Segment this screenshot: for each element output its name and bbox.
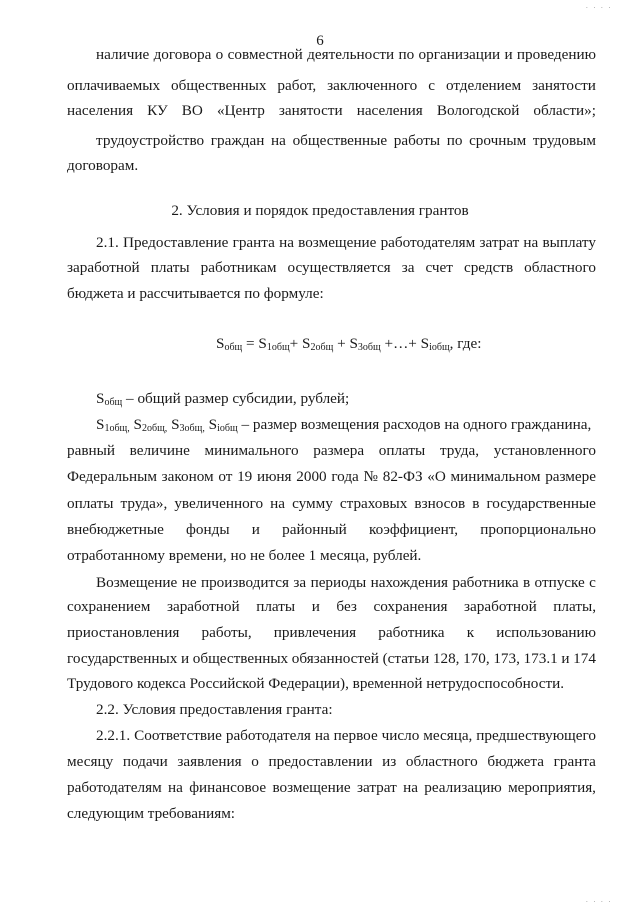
word: Предоставление [122,234,229,251]
word: 173, [493,650,520,667]
word: величине [129,442,190,459]
text-line: бюджета и рассчитывается по формуле: [67,285,324,302]
text-line [96,131,596,151]
word: внебюджетные [67,521,164,538]
word: 2.2.1. [96,727,131,744]
text-line [67,258,596,278]
word: пропорционально [480,521,596,538]
text-line [96,45,596,65]
word: число [381,727,420,744]
word: за [401,259,415,276]
word: гранта [232,234,275,251]
word: сохранения [373,598,448,615]
word: и [504,46,513,63]
word: работодателя [225,727,311,744]
subsection-heading: 2.2. Условия предоставления гранта: [96,701,333,718]
text-line: следующим требованиям: [67,805,236,822]
word: наличие [96,46,150,63]
word: Соответствие [134,727,222,744]
word: средств [463,259,514,276]
scan-mark: . . . . [586,2,613,10]
word: общественных [192,650,289,667]
text-line [67,649,596,669]
word: с [428,77,435,94]
word: «Центр [216,102,265,119]
word: и [561,650,570,667]
word: оплаты [378,442,426,459]
word: июня [256,468,292,485]
word: заявления [177,753,242,770]
word: месяца, [423,727,473,744]
text-line [96,726,596,746]
word: 2.1. [96,234,119,251]
word: населения [356,102,423,119]
word: 19 [237,468,253,485]
word: коэффициент, [369,521,458,538]
word: заработной [67,259,140,276]
text-line [67,441,596,461]
word: областного [405,753,478,770]
word: 173.1 [523,650,558,667]
word: № [363,468,379,485]
word: общественные [292,132,388,149]
word: 82-ФЗ [382,468,423,485]
word: счет [425,259,453,276]
word: на [279,234,294,251]
word: работникам [200,259,277,276]
word: оплачиваемых [67,77,161,94]
word: равный [67,442,115,459]
word: использованию [496,624,596,641]
section-heading: 2. Условия и порядок предоставления грантов [171,202,469,219]
word: труда, [439,442,480,459]
word: заработной [464,598,537,615]
word: общественных [171,77,267,94]
word: на [168,779,183,796]
word: заработной [166,598,240,615]
word: в [472,495,480,512]
word: установленного [493,442,596,459]
word: с [589,574,596,591]
word: о [251,753,259,770]
word: из [382,753,397,770]
word: работодателям [380,234,476,251]
word: 170, [463,650,490,667]
word: заключенного [327,77,418,94]
word: отделением [445,77,522,94]
word: «О [427,468,446,485]
text-line [96,573,596,593]
word: месяцу [67,753,114,770]
word: работ, [277,77,317,94]
word: государственные [486,495,596,512]
word: 2000 [296,468,327,485]
word: деятельности [307,46,395,63]
word: не [181,574,197,591]
word: первое [333,727,378,744]
word: привлечения [273,624,357,641]
word: подачи [122,753,168,770]
word: нахождения [370,574,448,591]
word: граждан [210,132,265,149]
text-line [67,778,596,798]
word: мероприятия, [508,779,596,796]
word: оплаты [67,495,114,512]
word: предоставлении [268,753,373,770]
word: труда», [120,495,168,512]
word: сохранением [67,598,151,615]
word: работодателям [67,779,162,796]
formula: $S_{общ} = S_{1общ}+ S_{2общ} + S_{3общ}$ +…+ $S_{iобщ}$, где: [216,335,482,353]
word: (статьи [382,650,430,667]
word: возмещение [298,234,377,251]
word: организации [418,46,501,63]
word: срочным [469,132,527,149]
word: государственных [67,650,178,667]
word: обязанностей [291,650,379,667]
word: Федеральным [67,468,157,485]
word: 128, [432,650,460,667]
word: районный [282,521,347,538]
text-line [67,623,596,643]
word: по [398,46,415,63]
word: в [522,574,531,591]
word: затрат [479,234,520,251]
word: КУ [147,102,168,119]
word: минимальном [450,468,541,485]
word: приостановления [67,624,180,641]
definition-total: $S_{общ}$ – общий размер субсидии, рублей; [96,390,350,408]
word: от [218,468,233,485]
word: отпуске [534,574,585,591]
word: занятости [532,77,596,94]
word: размере [545,468,596,485]
word: сумму [292,495,333,512]
word: платы [256,598,296,615]
word: областного [524,259,596,276]
word: производится [200,574,290,591]
text-line [67,520,596,540]
word: и [251,521,260,538]
word: проведению [516,46,596,63]
text-line [67,76,596,96]
text-line [67,101,596,121]
word: реализацию [424,779,502,796]
word: занятости [278,102,343,119]
word: минимального [204,442,299,459]
text-line [96,233,596,253]
text-line: договорам. [67,157,139,174]
page-number: 6 [316,33,324,49]
text-line: отработанному времени, но не более 1 месяца, рублей. [67,547,422,564]
word: на [523,234,539,251]
word: затрат [357,779,397,796]
word: финансовое [189,779,267,796]
word: населения [67,102,134,119]
word: Вологодской [436,102,520,119]
word: договора [153,46,212,63]
word: совместной [227,46,303,63]
word: фонды [186,521,230,538]
word: к [466,624,475,641]
word: года [331,468,359,485]
text-line [67,752,596,772]
text-line [67,494,596,514]
text-line: Трудового кодекса Российской Федерации), временной нетрудоспособности. [67,675,565,692]
word: трудоустройство [96,132,205,149]
word: бюджета [487,753,544,770]
word: работы [393,132,441,149]
scan-mark: . . . . [586,896,613,904]
text-line [67,467,596,487]
word: и [180,650,190,667]
word: Возмещение [96,574,178,591]
word: периоды [310,574,367,591]
word: работы, [201,624,252,641]
word: работника [378,624,445,641]
word: без [336,598,357,615]
word: ВО [181,102,203,119]
text-line [67,597,596,617]
word: платы [150,259,190,276]
word: законом [161,468,214,485]
word: о [215,46,224,63]
word: работника [452,574,519,591]
word: взносов [414,495,466,512]
word: трудовым [532,132,596,149]
word: платы, [553,598,596,615]
word: страховых [339,495,408,512]
word: возмещение [272,779,351,796]
word: на [403,779,418,796]
word: выплату [542,234,596,251]
word: по [446,132,463,149]
word: размера [313,442,365,459]
word: области»; [533,102,596,119]
word: предшествующего [476,727,596,744]
definition-components: $S_{1общ,}$ $S_{2общ,}$ $S_{3общ,}$ $S_{iобщ}$ – размер возмещения расходов на одного гражданина, [96,416,592,434]
word: и [311,598,320,615]
word: на [314,727,330,744]
word: осуществляется [287,259,391,276]
word: на [270,495,286,512]
word: увеличенного [174,495,264,512]
word: на [271,132,286,149]
word: 174 [573,650,596,667]
word: за [293,574,307,591]
word: гранта [553,753,596,770]
